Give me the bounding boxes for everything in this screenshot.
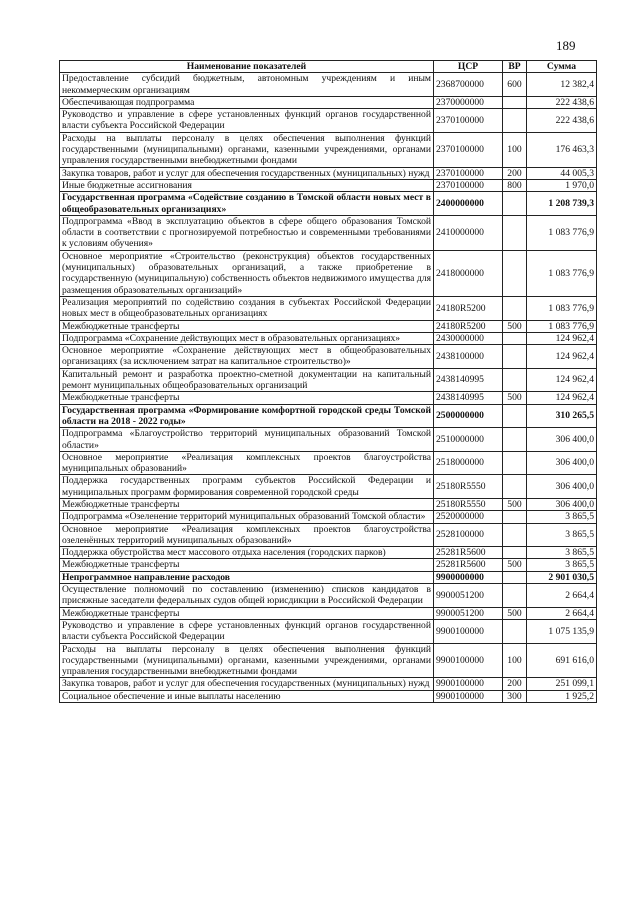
cell-csr: 24180R5200 bbox=[434, 320, 503, 332]
table-row bbox=[60, 179, 597, 191]
cell-name: Основное мероприятие «Строительство (реконструкция) объектов государственных (муниципальных) образовательных организаций, а также приобретение в государственную (муниципальную) собственность объектов недвижимого имущества для размещения образовательных организаций» bbox=[60, 250, 434, 296]
table-row bbox=[60, 523, 597, 547]
table-row bbox=[60, 368, 597, 392]
cell-vr bbox=[503, 250, 527, 296]
cell-sum: 306 400,0 bbox=[527, 498, 597, 510]
cell-vr bbox=[503, 523, 527, 547]
cell-csr: 25281R5600 bbox=[434, 559, 503, 571]
cell-sum: 2 664,4 bbox=[527, 607, 597, 619]
cell-sum: 691 616,0 bbox=[527, 643, 597, 678]
table-row bbox=[60, 332, 597, 344]
cell-vr: 200 bbox=[503, 167, 527, 179]
cell-name: Основное мероприятие «Сохранение действующих мест в общеобразовательных организациях (за исключением затрат на капитальное строительство)» bbox=[60, 345, 434, 369]
cell-vr: 500 bbox=[503, 607, 527, 619]
cell-sum: 3 865,5 bbox=[527, 511, 597, 523]
cell-csr: 2510000000 bbox=[434, 428, 503, 452]
cell-csr: 25180R5550 bbox=[434, 475, 503, 499]
cell-csr: 2520000000 bbox=[434, 511, 503, 523]
cell-sum: 1 083 776,9 bbox=[527, 296, 597, 320]
table-row bbox=[60, 215, 597, 250]
cell-vr: 500 bbox=[503, 498, 527, 510]
table-row bbox=[60, 296, 597, 320]
cell-csr: 2528100000 bbox=[434, 523, 503, 547]
cell-name: Подпрограмма «Ввод в эксплуатацию объектов в сфере общего образования Томской области в соответствии с прогнозируемой потребностью и современными требованиями к условиям обучения» bbox=[60, 215, 434, 250]
table-row bbox=[60, 109, 597, 133]
table-row bbox=[60, 73, 597, 97]
cell-csr: 24180R5200 bbox=[434, 296, 503, 320]
cell-csr: 9900000000 bbox=[434, 571, 503, 583]
cell-vr: 100 bbox=[503, 132, 527, 167]
cell-name: Расходы на выплаты персоналу в целях обеспечения выполнения функций государственными (муниципальными) органами, казенными учреждениями, органами управления государственными внебюджетными фондами bbox=[60, 132, 434, 167]
table-row bbox=[60, 547, 597, 559]
cell-sum: 1 970,0 bbox=[527, 179, 597, 191]
table-row bbox=[60, 643, 597, 678]
cell-vr bbox=[503, 96, 527, 108]
cell-name: Государственная программа «Содействие созданию в Томской области новых мест в общеобразовательных организациях» bbox=[60, 192, 434, 216]
cell-csr: 2370100000 bbox=[434, 132, 503, 167]
cell-csr: 2438140995 bbox=[434, 392, 503, 404]
cell-csr: 9900100000 bbox=[434, 690, 503, 702]
cell-name: Подпрограмма «Сохранение действующих мест в образовательных организациях» bbox=[60, 332, 434, 344]
cell-sum: 1 925,2 bbox=[527, 690, 597, 702]
cell-sum: 124 962,4 bbox=[527, 332, 597, 344]
cell-sum: 306 400,0 bbox=[527, 428, 597, 452]
table-body bbox=[60, 73, 597, 703]
cell-name: Межбюджетные трансферты bbox=[60, 392, 434, 404]
table-row bbox=[60, 428, 597, 452]
cell-csr: 2400000000 bbox=[434, 192, 503, 216]
table-header-row bbox=[60, 61, 597, 73]
cell-vr: 500 bbox=[503, 392, 527, 404]
table-row bbox=[60, 132, 597, 167]
cell-csr: 9900100000 bbox=[434, 619, 503, 643]
cell-csr: 9900051200 bbox=[434, 584, 503, 608]
cell-csr: 9900100000 bbox=[434, 678, 503, 690]
cell-name: Закупка товаров, работ и услуг для обеспечения государственных (муниципальных) нужд bbox=[60, 167, 434, 179]
cell-sum: 124 962,4 bbox=[527, 392, 597, 404]
cell-vr: 300 bbox=[503, 690, 527, 702]
cell-vr: 200 bbox=[503, 678, 527, 690]
cell-name: Закупка товаров, работ и услуг для обеспечения государственных (муниципальных) нужд bbox=[60, 678, 434, 690]
table-row bbox=[60, 404, 597, 428]
cell-sum: 12 382,4 bbox=[527, 73, 597, 97]
cell-vr bbox=[503, 475, 527, 499]
cell-vr bbox=[503, 547, 527, 559]
cell-sum: 124 962,4 bbox=[527, 368, 597, 392]
cell-name: Обеспечивающая подпрограмма bbox=[60, 96, 434, 108]
cell-csr: 9900051200 bbox=[434, 607, 503, 619]
cell-name: Поддержка обустройства мест массового отдыха населения (городских парков) bbox=[60, 547, 434, 559]
cell-name: Основное мероприятие «Реализация комплексных проектов благоустройства муниципальных образований» bbox=[60, 451, 434, 475]
cell-csr: 2500000000 bbox=[434, 404, 503, 428]
cell-csr: 2438140995 bbox=[434, 368, 503, 392]
cell-name: Межбюджетные трансферты bbox=[60, 607, 434, 619]
cell-vr bbox=[503, 296, 527, 320]
cell-name: Руководство и управление в сфере установленных функций органов государственной власти субъекта Российской Федерации bbox=[60, 109, 434, 133]
cell-vr bbox=[503, 451, 527, 475]
table-row bbox=[60, 619, 597, 643]
table-row bbox=[60, 392, 597, 404]
cell-vr bbox=[503, 511, 527, 523]
cell-sum: 2 901 030,5 bbox=[527, 571, 597, 583]
table-row bbox=[60, 167, 597, 179]
cell-vr bbox=[503, 109, 527, 133]
cell-vr bbox=[503, 584, 527, 608]
cell-name: Межбюджетные трансферты bbox=[60, 559, 434, 571]
cell-csr: 2418000000 bbox=[434, 250, 503, 296]
budget-table bbox=[59, 60, 597, 703]
cell-sum: 222 438,6 bbox=[527, 96, 597, 108]
cell-name: Капитальный ремонт и разработка проектно-сметной документации на капитальный ремонт муниципальных общеобразовательных организаций bbox=[60, 368, 434, 392]
cell-name: Социальное обеспечение и иные выплаты населению bbox=[60, 690, 434, 702]
table-row bbox=[60, 192, 597, 216]
cell-csr: 2370100000 bbox=[434, 109, 503, 133]
cell-vr: 500 bbox=[503, 320, 527, 332]
cell-sum: 222 438,6 bbox=[527, 109, 597, 133]
cell-vr: 600 bbox=[503, 73, 527, 97]
table-row bbox=[60, 320, 597, 332]
cell-csr: 2368700000 bbox=[434, 73, 503, 97]
table-row bbox=[60, 498, 597, 510]
header-csr: ЦСР bbox=[434, 61, 503, 73]
cell-csr: 2430000000 bbox=[434, 332, 503, 344]
header-vr: ВР bbox=[503, 61, 527, 73]
cell-vr bbox=[503, 192, 527, 216]
table-row bbox=[60, 511, 597, 523]
cell-vr bbox=[503, 428, 527, 452]
cell-sum: 3 865,5 bbox=[527, 559, 597, 571]
cell-name: Реализация мероприятий по содействию создания в субъектах Российской Федерации новых мест в общеобразовательных организациях bbox=[60, 296, 434, 320]
cell-vr bbox=[503, 571, 527, 583]
table-row bbox=[60, 345, 597, 369]
cell-sum: 306 400,0 bbox=[527, 451, 597, 475]
cell-vr bbox=[503, 619, 527, 643]
cell-name: Подпрограмма «Благоустройство территорий муниципальных образований Томской области» bbox=[60, 428, 434, 452]
cell-sum: 1 083 776,9 bbox=[527, 250, 597, 296]
cell-sum: 44 005,3 bbox=[527, 167, 597, 179]
cell-name: Руководство и управление в сфере установленных функций органов государственной власти субъекта Российской Федерации bbox=[60, 619, 434, 643]
cell-sum: 1 075 135,9 bbox=[527, 619, 597, 643]
cell-sum: 2 664,4 bbox=[527, 584, 597, 608]
cell-csr: 2438100000 bbox=[434, 345, 503, 369]
cell-csr: 2410000000 bbox=[434, 215, 503, 250]
cell-name: Подпрограмма «Озеленение территорий муниципальных образований Томской области» bbox=[60, 511, 434, 523]
cell-name: Непрограммное направление расходов bbox=[60, 571, 434, 583]
cell-csr: 2370100000 bbox=[434, 167, 503, 179]
cell-name: Поддержка государственных программ субъектов Российской Федерации и муниципальных программ формирования современной городской среды bbox=[60, 475, 434, 499]
cell-csr: 2518000000 bbox=[434, 451, 503, 475]
table-row bbox=[60, 584, 597, 608]
header-sum: Сумма bbox=[527, 61, 597, 73]
cell-sum: 310 265,5 bbox=[527, 404, 597, 428]
cell-name: Основное мероприятие «Реализация комплексных проектов благоустройства озеленённых территорий муниципальных образований» bbox=[60, 523, 434, 547]
cell-sum: 1 083 776,9 bbox=[527, 215, 597, 250]
cell-csr: 25180R5550 bbox=[434, 498, 503, 510]
cell-name: Межбюджетные трансферты bbox=[60, 498, 434, 510]
page-number: 189 bbox=[556, 38, 576, 53]
cell-vr: 800 bbox=[503, 179, 527, 191]
table-row bbox=[60, 451, 597, 475]
cell-name: Расходы на выплаты персоналу в целях обеспечения выполнения функций государственными (муниципальными) органами, казенными учреждениями, органами управления государственными внебюджетными фондами bbox=[60, 643, 434, 678]
cell-name: Государственная программа «Формирование комфортной городской среды Томской области на 2018 - 2022 годы» bbox=[60, 404, 434, 428]
cell-name: Осуществление полномочий по составлению (изменению) списков кандидатов в присяжные заседатели федеральных судов общей юрисдикции в Российской Федерации bbox=[60, 584, 434, 608]
cell-sum: 306 400,0 bbox=[527, 475, 597, 499]
cell-vr bbox=[503, 332, 527, 344]
table-row bbox=[60, 250, 597, 296]
table-row bbox=[60, 690, 597, 702]
cell-vr bbox=[503, 215, 527, 250]
cell-vr bbox=[503, 345, 527, 369]
cell-name: Иные бюджетные ассигнования bbox=[60, 179, 434, 191]
cell-sum: 1 083 776,9 bbox=[527, 320, 597, 332]
cell-csr: 2370000000 bbox=[434, 96, 503, 108]
cell-csr: 2370100000 bbox=[434, 179, 503, 191]
table-row bbox=[60, 96, 597, 108]
cell-vr bbox=[503, 368, 527, 392]
table-row bbox=[60, 678, 597, 690]
cell-sum: 3 865,5 bbox=[527, 547, 597, 559]
table-row bbox=[60, 559, 597, 571]
header-name: Наименование показателей bbox=[60, 61, 434, 73]
cell-csr: 9900100000 bbox=[434, 643, 503, 678]
cell-sum: 1 208 739,3 bbox=[527, 192, 597, 216]
cell-vr: 100 bbox=[503, 643, 527, 678]
table-row bbox=[60, 475, 597, 499]
cell-sum: 3 865,5 bbox=[527, 523, 597, 547]
cell-vr: 500 bbox=[503, 559, 527, 571]
cell-name: Межбюджетные трансферты bbox=[60, 320, 434, 332]
table-row bbox=[60, 571, 597, 583]
cell-sum: 251 099,1 bbox=[527, 678, 597, 690]
cell-sum: 124 962,4 bbox=[527, 345, 597, 369]
cell-vr bbox=[503, 404, 527, 428]
cell-name: Предоставление субсидий бюджетным, автономным учреждениям и иным некоммерческим организациям bbox=[60, 73, 434, 97]
cell-csr: 25281R5600 bbox=[434, 547, 503, 559]
cell-sum: 176 463,3 bbox=[527, 132, 597, 167]
table-row bbox=[60, 607, 597, 619]
